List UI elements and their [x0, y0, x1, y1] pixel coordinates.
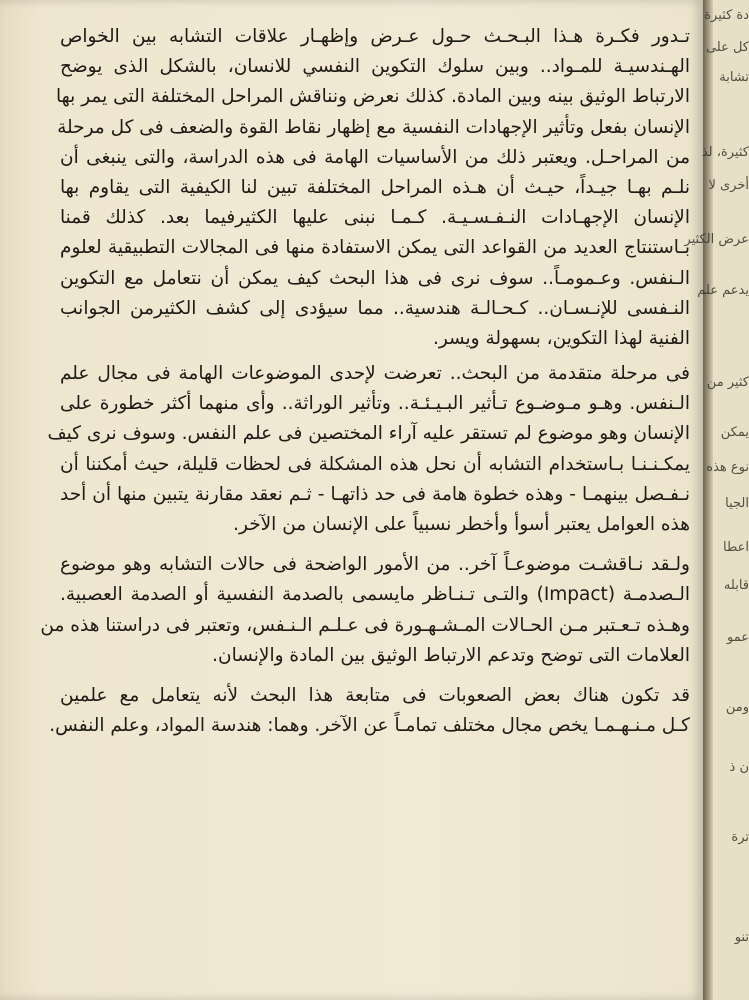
text-line: الفنية لهذا التكوين، بسهولة ويسر. — [432, 327, 690, 349]
text-line: الهـندسيـة للمـواد.. وبين سلوك التكوين النفسي للانسان، بالشكل الذى يوضح — [60, 56, 690, 78]
facing-page-edge — [684, 0, 749, 1000]
text-line: هذه العوامل يعتبر أسوأ وأخطر نسبياً على الإنسان من الآخر. — [233, 514, 690, 535]
facing-page-fragment: كل على — [705, 40, 749, 55]
facing-page-fragment: تنو — [734, 930, 749, 945]
facing-page-fragment: قابله — [723, 578, 749, 593]
facing-page-fragment: تشابة — [719, 70, 749, 85]
text-line: الارتباط الوثيق بينه وبين المادة. كذلك نعرض ونناقش المراحل المختلفة التى يمر بها — [56, 86, 690, 108]
facing-page-fragment: اعطا — [723, 540, 749, 555]
facing-page-fragment: دة كثيرة — [704, 8, 749, 23]
text-line: الـنفس. وعـمومـاً.. سوف نرى فى هذا البحث كيف يمكن أن نتعامل مع التكوين — [60, 267, 690, 289]
text-line: بـاستنتاج العديد من القواعد التى يمكن الاستفادة منها فى المجالات التطبيقية لعلوم — [60, 237, 690, 259]
facing-page-fragment: يدعم علم — [697, 283, 749, 298]
body-text — [40, 22, 690, 741]
facing-page-fragment: الجيا — [725, 496, 749, 511]
text-line: يمكـنـنـا بـاستخدام التشابه أن نحل هذه المشكلة فى لحظات قليلة، حيث أمكننا أن — [60, 453, 690, 475]
text-line: ولـقد نـاقشـت موضوعـاً آخر.. من الأمور الواضحة فى حالات التشابه وهو موضوع — [60, 554, 690, 576]
text-line: الـصدمـة (Impact) والتـى تـنـاظر مايسمى بالصدمة النفسية أو الصدمة العصبية. — [60, 584, 690, 606]
text-line: من المراحـل. ويعتبر ذلك من الأساسيات الهامة فى هذه الدراسة، والتى ينبغى أن — [60, 146, 690, 168]
paragraph-2 — [47, 359, 690, 540]
text-line: الـنفس. وهـو مـوضـوع تـأثير البـيـئـة.. وتأثير الوراثة.. وأى منهما أكثر خطورة على — [60, 393, 690, 415]
text-line: الإنسان وهو موضوع لم تستقر عليه آراء المختصين فى علم النفس. وسوف نرى كيف — [47, 423, 690, 445]
facing-page-fragment: عمو — [727, 630, 749, 645]
facing-page-fragment: ومن — [725, 700, 749, 715]
paragraph-4 — [49, 681, 690, 741]
text-line: الإنسان الإجهـادات النـفـسـيـة. كـمـا نبنى عليها الكثيرفيما بعد. كذلك قمنا — [60, 207, 690, 229]
text-line: فى مرحلة متقدمة من البحث.. تعرضت لإحدى الموضوعات الهامة فى مجال علم — [60, 363, 690, 385]
text-line: نـفـصل بينهمـا - وهذه خطوة هامة فى حد ذاتهـا - ثـم نعقد مقارنة يتبين منها أن أحد — [60, 483, 690, 505]
facing-page-fragment: ترة — [731, 830, 749, 845]
text-line: كـل مـنـهـمـا يخص مجال مختلف تمامـاً عن الآخر. وهما: هندسة المواد، وعلم النفس. — [49, 715, 690, 737]
paragraph-3 — [40, 550, 690, 671]
facing-page-fragment: أخرى لا — [708, 178, 749, 193]
text-line: النـفسى للإنـسـان.. كـحـالـة هندسية.. مما سيؤدى إلى كشف الكثيرمن الجوانب — [60, 297, 690, 319]
paragraph-1 — [56, 22, 690, 354]
facing-page-fragment: كثير من — [706, 375, 749, 390]
facing-page-fragment: ن ذ — [729, 760, 749, 775]
facing-page-fragment: كثيرة، لذ — [701, 145, 749, 160]
facing-page-fragment: نوع هذه — [706, 460, 749, 475]
text-line: نلـم بهـا جيـداً، حيـث أن هـذه المراحل المختلفة تبين لنا الكيفية التى يقاوم بها — [60, 176, 690, 198]
text-line: قد تكون هناك بعض الصعوبات فى متابعة هذا البحث لأنه يتعامل مع علمين — [60, 684, 690, 706]
facing-page-fragment: يمكن — [720, 425, 749, 440]
facing-page-fragment: عرض الكثير — [684, 232, 749, 247]
text-line: تـدور فكـرة هـذا البـحـث حـول عـرض وإظهـار علاقات التشابه بين الخواص — [60, 26, 690, 47]
text-line: العلامات التى توضح وتدعم الارتباط الوثيق بين المادة والإنسان. — [212, 644, 690, 666]
text-line: وهـذه تـعـتبر مـن الحـالات المـشـهـورة فى عـلـم الـنـفس، وتعتبر فى دراستنا هذه من — [40, 614, 690, 636]
text-line: الإنسان بفعل وتأثير الإجهادات النفسية مع إظهار نقاط القوة والضعف فى كل مرحلة — [57, 116, 690, 138]
